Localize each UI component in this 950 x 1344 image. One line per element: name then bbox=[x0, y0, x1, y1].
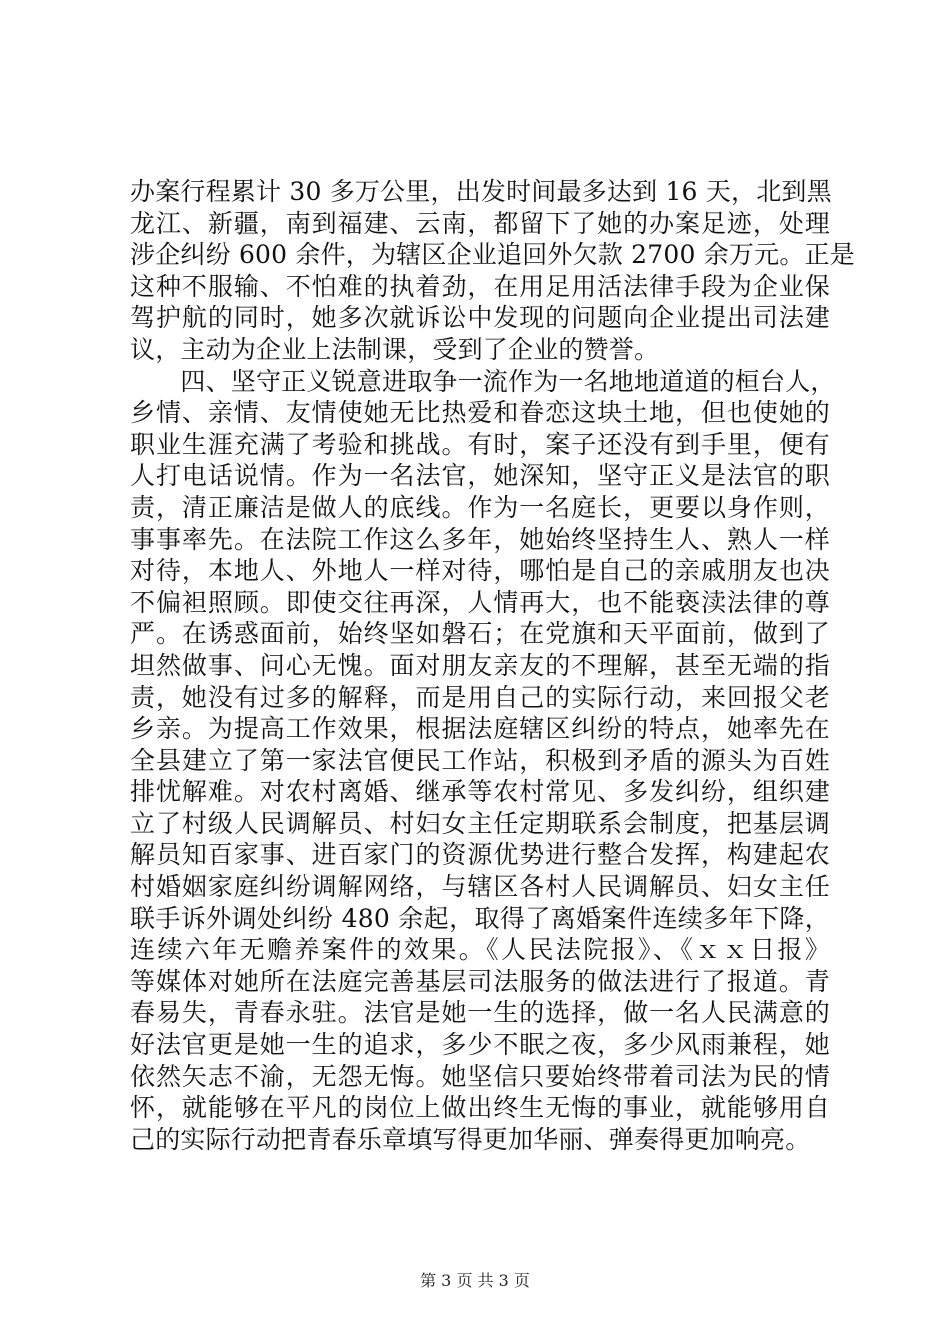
text-line: 职业生涯充满了考验和挑战。有时，案子还没有到手里，便有 bbox=[130, 429, 830, 459]
body-text bbox=[130, 176, 855, 1155]
text-line: 联手诉外调处纠纷 480 余起，取得了离婚案件连续多年下降， bbox=[130, 903, 830, 933]
text-line: 全县建立了第一家法官便民工作站，积极到矛盾的源头为百姓 bbox=[130, 745, 830, 775]
text-line: 事事率先。在法院工作这么多年，她始终坚持生人、熟人一样 bbox=[130, 524, 830, 554]
text-line: 不偏袒照顾。即使交往再深，人情再大，也不能亵渎法律的尊 bbox=[130, 587, 830, 617]
text-line: 龙江、新疆，南到福建、云南，都留下了她的办案足迹，处理 bbox=[130, 208, 830, 238]
text-line: 解员知百家事、进百家门的资源优势进行整合发挥，构建起农 bbox=[130, 840, 830, 870]
text-line: 责，她没有过多的解释，而是用自己的实际行动，来回报父老 bbox=[130, 682, 830, 712]
text-line: 排忧解难。对农村离婚、继承等农村常见、多发纠纷，组织建 bbox=[130, 777, 830, 807]
text-line: 乡情、亲情、友情使她无比热爱和眷恋这块土地，但也使她的 bbox=[130, 398, 830, 428]
text-line: 议，主动为企业上法制课，受到了企业的赞誉。 bbox=[130, 334, 660, 364]
page-footer bbox=[0, 1271, 950, 1291]
text-line: 己的实际行动把青春乐章填写得更加华丽、弹奏得更加响亮。 bbox=[130, 1124, 811, 1154]
page-number: 第 3 页 共 3 页 bbox=[420, 1271, 530, 1290]
text-line: 办案行程累计 30 多万公里，出发时间最多达到 16 天，北到黑 bbox=[130, 177, 832, 206]
text-line: 依然矢志不渝，无怨无悔。她坚信只要始终带着司法为民的情 bbox=[130, 1061, 830, 1091]
text-line: 好法官更是她一生的追求，多少不眠之夜，多少风雨兼程，她 bbox=[130, 1030, 830, 1060]
text-line: 涉企纠纷 600 余件，为辖区企业追回外欠款 2700 余万元。正是 bbox=[130, 240, 855, 270]
text-line: 责，清正廉洁是做人的底线。作为一名庭长，更要以身作则， bbox=[130, 492, 830, 522]
text-line: 驾护航的同时，她多次就诉讼中发现的问题向企业提出司法建 bbox=[130, 303, 830, 333]
text-line: 等媒体对她所在法庭完善基层司法服务的做法进行了报道。青 bbox=[130, 966, 830, 996]
text-line: 连续六年无赡养案件的效果。《人民法院报》、《ｘｘ日报》 bbox=[130, 935, 830, 965]
text-line: 坦然做事、问心无愧。面对朋友亲友的不理解，甚至无端的指 bbox=[130, 650, 830, 680]
section-heading-line: 四、坚守正义锐意进取争一流作为一名地地道道的桓台人， bbox=[130, 366, 836, 396]
text-line: 对待，本地人、外地人一样对待，哪怕是自己的亲戚朋友也决 bbox=[130, 556, 830, 586]
text-line: 人打电话说情。作为一名法官，她深知，坚守正义是法官的职 bbox=[130, 461, 830, 491]
text-line: 怀，就能够在平凡的岗位上做出终生无悔的事业，就能够用自 bbox=[130, 1093, 830, 1123]
text-line: 这种不服输、不怕难的执着劲，在用足用活法律手段为企业保 bbox=[130, 271, 830, 301]
text-line: 村婚姻家庭纠纷调解网络，与辖区各村人民调解员、妇女主任 bbox=[130, 872, 830, 902]
text-line: 乡亲。为提高工作效果，根据法庭辖区纠纷的特点，她率先在 bbox=[130, 714, 830, 744]
text-line: 严。在诱惑面前，始终坚如磐石；在党旗和天平面前，做到了 bbox=[130, 619, 830, 649]
text-line: 立了村级人民调解员、村妇女主任定期联系会制度，把基层调 bbox=[130, 808, 830, 838]
text-line: 春易失，青春永驻。法官是她一生的选择，做一名人民满意的 bbox=[130, 998, 830, 1028]
